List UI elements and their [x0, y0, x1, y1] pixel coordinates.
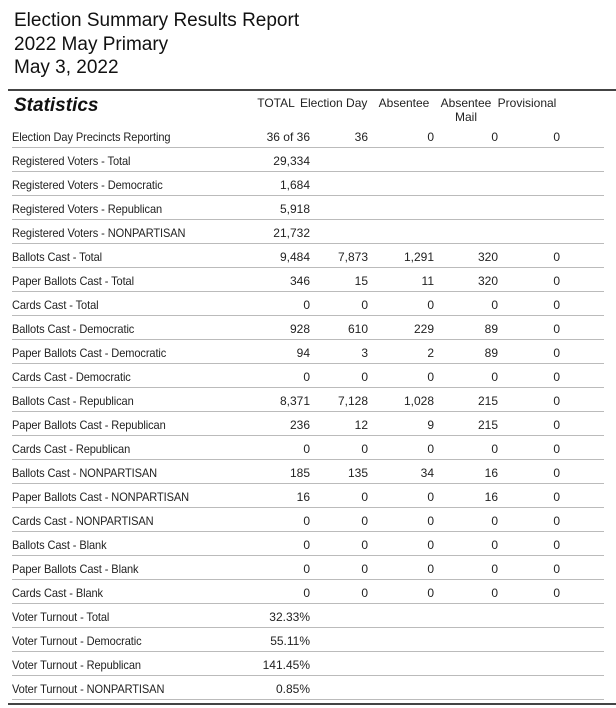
row-divider — [12, 555, 604, 556]
row-divider — [12, 171, 604, 172]
table-row — [12, 510, 604, 534]
cell-total: 36 of 36 — [266, 130, 310, 144]
cell-election-day: 7,128 — [337, 394, 368, 408]
report-title: Election Summary Results Report — [14, 10, 300, 31]
report-header — [14, 9, 299, 80]
cell-absentee: 0 — [427, 562, 434, 576]
table-row — [12, 198, 604, 222]
row-divider — [12, 219, 604, 220]
row-divider — [12, 195, 604, 196]
table-row — [12, 150, 604, 174]
cell-election-day: 0 — [361, 490, 368, 504]
cell-election-day: 0 — [361, 442, 368, 456]
row-divider — [12, 483, 604, 484]
cell-total: 0 — [303, 298, 310, 312]
cell-provisional: 0 — [553, 562, 560, 576]
cell-absentee-mail: 16 — [484, 466, 498, 480]
row-divider — [12, 651, 604, 652]
row-divider — [12, 675, 604, 676]
row-label: Paper Ballots Cast - Democratic — [12, 346, 167, 360]
cell-provisional: 0 — [553, 370, 560, 384]
cell-total: 16 — [296, 490, 310, 504]
table-row — [12, 678, 604, 702]
row-divider — [12, 627, 604, 628]
cell-election-day: 0 — [361, 562, 368, 576]
cell-election-day: 12 — [354, 418, 368, 432]
cell-total: 185 — [289, 466, 310, 480]
cell-election-day: 135 — [347, 466, 368, 480]
cell-absentee-mail: 320 — [477, 250, 498, 264]
table-row — [12, 558, 604, 582]
row-label: Ballots Cast - Republican — [12, 394, 134, 408]
table-row — [12, 414, 604, 438]
cell-total: 9,484 — [279, 250, 310, 264]
table-row — [12, 294, 604, 318]
cell-absentee: 34 — [420, 466, 434, 480]
row-label: Paper Ballots Cast - NONPARTISAN — [12, 490, 190, 504]
cell-total: 0 — [303, 514, 310, 528]
cell-absentee-mail: 0 — [491, 586, 498, 600]
table-row — [12, 174, 604, 198]
cell-provisional: 0 — [553, 346, 560, 360]
cell-total: 928 — [289, 322, 310, 336]
row-divider — [12, 699, 604, 700]
column-header-absentee: Absentee — [378, 96, 430, 110]
cell-total: 0 — [303, 538, 310, 552]
row-divider — [12, 411, 604, 412]
table-row — [12, 534, 604, 558]
cell-absentee-mail: 0 — [491, 130, 498, 144]
row-divider — [12, 387, 604, 388]
row-label: Voter Turnout - Democratic — [12, 634, 142, 648]
row-divider — [12, 267, 604, 268]
table-row — [12, 126, 604, 150]
row-label: Cards Cast - Democratic — [12, 370, 131, 384]
row-label: Voter Turnout - NONPARTISAN — [12, 682, 165, 696]
section-top-rule — [8, 89, 616, 91]
row-divider — [12, 315, 604, 316]
cell-election-day: 0 — [361, 538, 368, 552]
table-row — [12, 222, 604, 246]
row-label: Ballots Cast - NONPARTISAN — [12, 466, 158, 480]
row-label: Voter Turnout - Total — [12, 610, 110, 624]
table-row — [12, 342, 604, 366]
cell-election-day: 3 — [361, 346, 368, 360]
cell-provisional: 0 — [553, 442, 560, 456]
row-label: Voter Turnout - Republican — [12, 658, 141, 672]
cell-total: 21,732 — [273, 226, 310, 240]
election-name: 2022 May Primary — [14, 33, 169, 55]
cell-total: 0 — [303, 370, 310, 384]
cell-election-day: 0 — [361, 370, 368, 384]
cell-total: 32.33% — [269, 610, 310, 624]
row-divider — [12, 459, 604, 460]
cell-absentee: 11 — [421, 274, 434, 288]
cell-provisional: 0 — [553, 274, 560, 288]
cell-election-day: 7,873 — [337, 250, 368, 264]
cell-provisional: 0 — [553, 298, 560, 312]
cell-total: 55.11% — [270, 634, 310, 648]
cell-total: 5,918 — [279, 202, 310, 216]
row-label: Paper Ballots Cast - Total — [12, 274, 134, 288]
cell-absentee: 0 — [427, 514, 434, 528]
cell-absentee: 1,028 — [403, 394, 434, 408]
cell-absentee-mail: 320 — [477, 274, 498, 288]
cell-election-day: 15 — [354, 274, 368, 288]
cell-provisional: 0 — [553, 250, 560, 264]
row-label: Cards Cast - Republican — [12, 442, 131, 456]
row-divider — [12, 147, 604, 148]
cell-absentee: 1,291 — [403, 250, 434, 264]
cell-total: 141.45% — [262, 658, 310, 672]
cell-election-day: 0 — [361, 298, 368, 312]
cell-absentee: 0 — [427, 370, 434, 384]
cell-absentee-mail: 0 — [491, 538, 498, 552]
row-label: Registered Voters - Total — [12, 154, 131, 168]
cell-absentee-mail: 0 — [491, 562, 498, 576]
cell-provisional: 0 — [553, 538, 560, 552]
table-row — [12, 606, 604, 630]
section-title: Statistics — [14, 95, 99, 116]
cell-absentee-mail: 215 — [477, 418, 498, 432]
row-divider — [12, 435, 604, 436]
cell-election-day: 0 — [361, 586, 368, 600]
cell-provisional: 0 — [553, 130, 560, 144]
row-label: Cards Cast - Blank — [12, 586, 103, 600]
row-divider — [12, 603, 604, 604]
cell-absentee-mail: 0 — [491, 442, 498, 456]
row-divider — [12, 363, 604, 364]
cell-absentee: 9 — [427, 418, 434, 432]
cell-absentee-mail: 16 — [484, 490, 498, 504]
cell-provisional: 0 — [553, 466, 560, 480]
table-row — [12, 438, 604, 462]
row-divider — [12, 243, 604, 244]
row-label: Ballots Cast - Blank — [12, 538, 107, 552]
table-row — [12, 318, 604, 342]
cell-election-day: 0 — [361, 514, 368, 528]
table-row — [12, 630, 604, 654]
row-divider — [12, 579, 604, 580]
row-label: Paper Ballots Cast - Blank — [12, 562, 139, 576]
table-row — [12, 390, 604, 414]
cell-absentee: 0 — [427, 586, 434, 600]
row-label: Cards Cast - Total — [12, 298, 99, 312]
column-header-provisional: Provisional — [497, 96, 557, 110]
cell-total: 0.85% — [275, 682, 310, 696]
cell-total: 8,371 — [279, 394, 310, 408]
table-row — [12, 654, 604, 678]
cell-total: 1,684 — [279, 178, 310, 192]
cell-absentee-mail: 0 — [491, 514, 498, 528]
election-date: May 3, 2022 — [14, 57, 119, 78]
row-divider — [12, 339, 604, 340]
row-label: Registered Voters - NONPARTISAN — [12, 226, 186, 240]
row-divider — [12, 507, 604, 508]
table-row — [12, 366, 604, 390]
cell-total: 94 — [296, 346, 310, 360]
row-divider — [12, 291, 604, 292]
cell-absentee: 0 — [427, 298, 434, 312]
cell-provisional: 0 — [553, 322, 560, 336]
cell-absentee-mail: 0 — [491, 298, 498, 312]
table-row — [12, 582, 604, 606]
column-header-election-day: Election Day — [300, 96, 368, 110]
table-row — [12, 246, 604, 270]
cell-provisional: 0 — [553, 418, 560, 432]
cell-provisional: 0 — [553, 490, 560, 504]
cell-absentee: 0 — [427, 490, 434, 504]
row-label: Election Day Precincts Reporting — [12, 130, 171, 144]
cell-provisional: 0 — [553, 394, 560, 408]
cell-absentee-mail: 89 — [484, 322, 498, 336]
cell-absentee-mail: 89 — [484, 346, 498, 360]
cell-total: 29,334 — [273, 154, 310, 168]
cell-total: 0 — [303, 442, 310, 456]
row-label: Ballots Cast - Total — [12, 250, 103, 264]
row-divider — [12, 531, 604, 532]
section-bottom-rule — [8, 703, 616, 705]
cell-total: 0 — [303, 562, 310, 576]
cell-absentee: 0 — [427, 538, 434, 552]
cell-absentee-mail: 0 — [491, 370, 498, 384]
column-header-absentee-mail: Absentee Mail — [440, 96, 492, 124]
cell-provisional: 0 — [553, 514, 560, 528]
column-header-total: TOTAL — [257, 96, 295, 110]
row-label: Ballots Cast - Democratic — [12, 322, 135, 336]
cell-provisional: 0 — [553, 586, 560, 600]
cell-election-day: 36 — [354, 130, 368, 144]
cell-total: 0 — [303, 586, 310, 600]
cell-absentee: 229 — [413, 322, 434, 336]
cell-absentee-mail: 215 — [477, 394, 498, 408]
row-label: Registered Voters - Republican — [12, 202, 163, 216]
table-row — [12, 462, 604, 486]
row-label: Paper Ballots Cast - Republican — [12, 418, 166, 432]
table-row — [12, 486, 604, 510]
cell-total: 236 — [289, 418, 310, 432]
row-label: Cards Cast - NONPARTISAN — [12, 514, 154, 528]
cell-total: 346 — [289, 274, 310, 288]
cell-absentee: 2 — [427, 346, 434, 360]
cell-election-day: 610 — [347, 322, 368, 336]
cell-absentee: 0 — [427, 442, 434, 456]
cell-absentee: 0 — [427, 130, 434, 144]
row-label: Registered Voters - Democratic — [12, 178, 163, 192]
table-row — [12, 270, 604, 294]
